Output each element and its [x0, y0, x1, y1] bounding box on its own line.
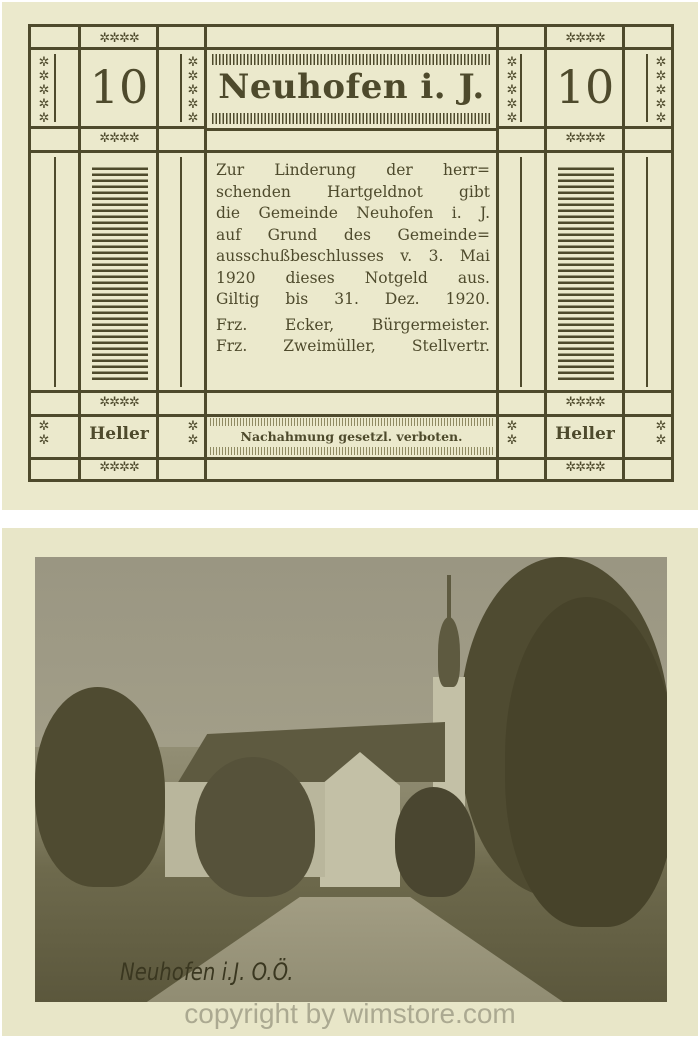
divider [54, 54, 56, 122]
tree [35, 687, 165, 887]
hatch-band [212, 54, 492, 65]
divider [31, 126, 204, 129]
copyright-watermark: copyright by wimstore.com [184, 998, 516, 1029]
line-pattern-block [558, 166, 614, 380]
village-photo [35, 557, 667, 1002]
signature-line: Frz. Ecker, Bürgermeister. [216, 315, 490, 334]
divider [520, 157, 522, 387]
text-line: schenden Hartgeldnot gibt [216, 182, 490, 201]
ornament-stars-vertical: ✲ ✲ ✲ ✲ ✲ [506, 56, 518, 122]
note-text [216, 160, 490, 358]
ornament-stars: ✲✲✲✲ [565, 132, 605, 145]
ornament-stars-vertical: ✲ ✲ [187, 420, 199, 448]
ornament-stars-vertical: ✲ ✲ [38, 420, 50, 448]
ornament-stars: ✲✲✲✲ [99, 132, 139, 145]
divider [544, 27, 547, 479]
hatch-band [210, 418, 494, 426]
hatch-band [212, 113, 492, 124]
divider [180, 157, 182, 387]
banknote-front [2, 2, 698, 510]
divider [499, 47, 671, 50]
ornament-stars: ✲✲✲✲ [99, 396, 139, 409]
ornament-stars: ✲✲✲✲ [99, 461, 139, 474]
ornament-stars: ✲✲✲✲ [565, 461, 605, 474]
divider [31, 150, 671, 153]
divider [54, 157, 56, 387]
divider [31, 390, 671, 393]
tree [395, 787, 475, 897]
text-line: Giltig bis 31. Dez. 1920. [216, 290, 490, 308]
ornament-stars: ✲✲✲✲ [565, 32, 605, 45]
signature-line: Frz. Zweimüller, Stellvertr. [216, 337, 490, 355]
banknote-back [2, 528, 698, 1036]
ornament-stars: ✲✲✲✲ [565, 396, 605, 409]
imitation-warning: Nachahmung gesetzl. verboten. [240, 429, 463, 444]
unit-label-right: Heller [555, 424, 615, 444]
line-pattern-block [92, 166, 148, 380]
hatch-band [210, 447, 494, 455]
divider [31, 47, 204, 50]
note-title: Neuhofen i. J. [218, 67, 485, 107]
divider [31, 457, 671, 460]
text-line: 1920 dieses Notgeld aus. [216, 268, 490, 287]
divider [520, 54, 522, 122]
divider [499, 126, 671, 129]
photo-caption: Neuhofen i.J. O.Ö. [120, 958, 294, 986]
ornament-stars-vertical: ✲ ✲ ✲ ✲ ✲ [187, 56, 199, 122]
ornament-stars-vertical: ✲ ✲ ✲ ✲ ✲ [655, 56, 667, 122]
ornament-stars-vertical: ✲ ✲ [506, 420, 518, 448]
text-line: Zur Linderung der herr= [216, 161, 490, 179]
tree [195, 757, 315, 897]
tree [505, 597, 667, 927]
divider [496, 27, 499, 479]
road [125, 897, 585, 1002]
unit-label-left: Heller [89, 424, 149, 444]
divider [78, 27, 81, 479]
tower-dome [438, 617, 460, 687]
text-line: ausschußbeschlusses v. 3. Mai [216, 247, 490, 265]
tower-spire [447, 575, 451, 620]
divider [646, 54, 648, 122]
ornament-stars-vertical: ✲ ✲ [655, 420, 667, 448]
denomination-right: 10 [555, 60, 615, 114]
divider [180, 54, 182, 122]
ornament-stars: ✲✲✲✲ [99, 32, 139, 45]
text-line: auf Grund des Gemeinde= [216, 225, 490, 244]
ornament-stars-vertical: ✲ ✲ ✲ ✲ ✲ [38, 56, 50, 122]
divider [646, 157, 648, 387]
denomination-left: 10 [89, 60, 149, 114]
divider [622, 27, 625, 479]
text-line: die Gemeinde Neuhofen i. J. [216, 204, 490, 222]
divider [207, 128, 496, 131]
divider [156, 27, 159, 479]
divider [31, 414, 671, 417]
divider [207, 47, 496, 50]
